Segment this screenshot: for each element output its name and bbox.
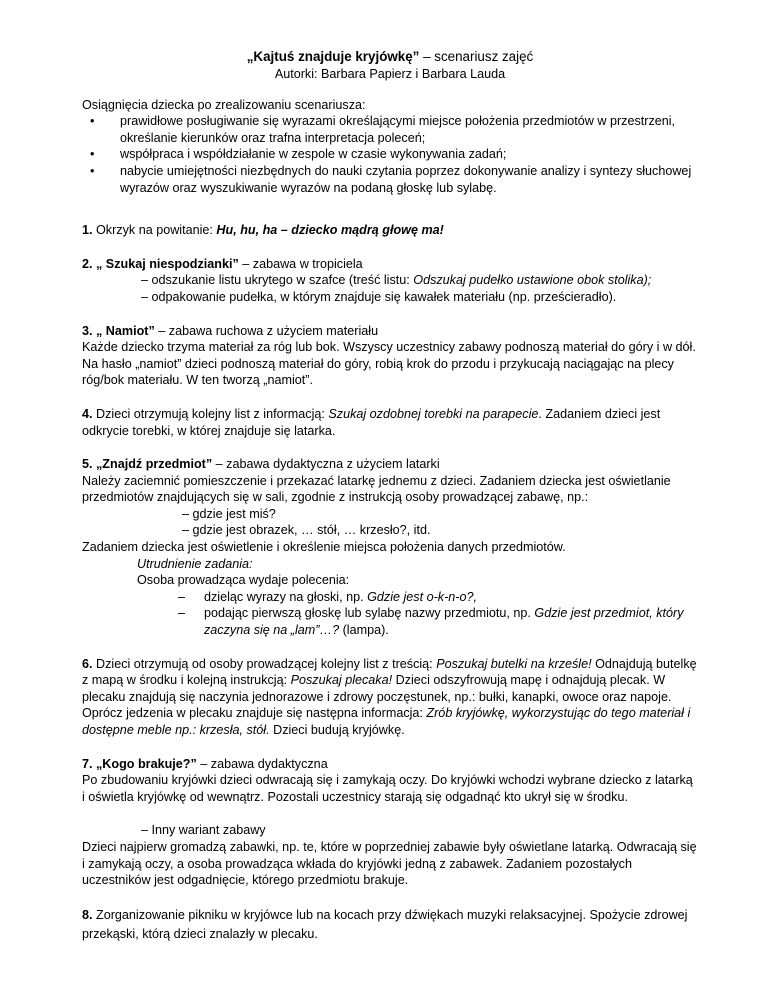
section-body: Po zbudowaniu kryjówki dzieci odwracają się i zamykają oczy. Do kryjówki wchodzi wybrane dziecko z latarką i oświetla kryjówkę od wewnątrz. Pozostali uczestnicy starają się odgadnąć kto ukrył się w środku. [82,773,693,804]
letter-content: Odszukaj pudełko ustawione obok stolika); [413,273,652,288]
instruction-example: Gdzie jest przedmiot, który zaczyna się na „lam”…? [204,606,684,638]
section-number: 1. [82,223,93,238]
section-5 [82,456,698,639]
instruction-text: podając pierwszą głoskę lub sylabę nazwy przedmiotu, np. [204,606,535,621]
instruction-answer: (lampa). [339,623,389,638]
section-text: Dzieci otrzymują od osoby prowadzącej kolejny list z treścią: [92,656,437,671]
letter-content: Zrób kryjówkę, wykorzystując do tego materiał i dostępne meble np.: krzesła, stół. [82,706,691,737]
section-body: Zadaniem dziecka jest oświetlenie i określenie miejsca położenia danych przedmiotów. [82,540,566,555]
section-7 [82,756,698,889]
section-text: Odnajdują butelkę z mapą w środku i kolejną instrukcją: [82,656,697,688]
game-name: „Znajdź przedmiot” [92,457,213,472]
section-text: Dzieci otrzymują kolejny list z informacją: [92,406,329,421]
game-name: „ Namiot” [92,323,155,338]
game-name: „ Szukaj niespodzianki” [92,256,239,271]
section-body: Dzieci najpierw gromadzą zabawki, np. te, które w poprzedniej zabawie były oświetlane latarką. Odwracają się i zamykają oczy, a osoba prowadząca wkłada do kryjówki jedną z zabawek. Zadaniem pozostałych uczestników jest odgadnięcie, którego przedmiotu brakuje. [82,839,697,888]
scenario-title-suffix: – scenariusz zajęć [419,49,534,64]
outcomes-list [82,113,698,196]
letter-content: Szukaj ozdobnej torebki na parapecie [328,406,539,421]
section-text: Zorganizowanie pikniku w kryjówce lub na kocach przy dźwiękach muzyki relaksacyjnej. Spożycie zdrowej przekąski, którą dzieci znalazły w plecaku. [82,907,688,941]
game-name: „Kogo brakuje?” [92,756,197,771]
document-body [82,48,698,944]
game-description: – zabawa dydaktyczna [196,756,328,771]
section-number: 2. [82,256,93,271]
section-text: Okrzyk na powitanie: [92,223,217,238]
scenario-title: „Kajtuś znajduje kryjówkę” [246,49,420,64]
document-title [82,48,698,66]
outcome-item: • nabycie umiejętności niezbędnych do nauki czytania poprzez dokonywanie analizy i syntezy słuchowej wyrazów oraz wyszukiwanie wyrazów na podaną głoskę lub sylabę. [82,163,698,196]
outcome-item: • prawidłowe posługiwanie się wyrazami określającymi miejsce położenia przedmiotów w przestrzeni, określanie kierunków oraz trafna interpretacja poleceń; [82,113,698,146]
section-4 [82,406,698,439]
section-number: 6. [82,656,93,671]
step-text: – odszukanie listu ukrytego w szafce (treść listu: [141,273,414,288]
instruction-list [82,589,698,639]
difficulty-heading: Utrudnienie zadania: [137,556,253,571]
example-question: – gdzie jest miś? [182,506,276,521]
section-number: 5. [82,457,93,472]
example-question: – gdzie jest obrazek, … stół, … krzesło?, itd. [182,523,431,538]
instruction-example: Gdzie jest o-k-n-o?, [367,589,477,604]
instruction-item: – dzieląc wyrazy na głoski, np. Gdzie jest o-k-n-o?, [178,589,477,604]
outcomes-heading: Osiągnięcia dziecka po zrealizowaniu scenariusza: [82,97,366,112]
game-description: – zabawa dydaktyczna z użyciem latarki [212,457,440,472]
section-3 [82,323,698,389]
section-6 [82,656,698,739]
letter-content: Poszukaj plecaka! [290,673,393,688]
step-text: – odpakowanie pudełka, w którym znajduje się kawałek materiału (np. prześcieradło). [141,289,617,304]
section-text: Dzieci budują kryjówkę. [269,723,405,737]
leader-instruction: Osoba prowadząca wydaje polecenia: [137,573,350,588]
section-1 [82,222,698,239]
variant-heading: – Inny wariant zabawy [141,823,266,838]
greeting-chant: Hu, hu, ha – dziecko mądrą głowę ma! [216,223,444,238]
game-description: – zabawa w tropiciela [238,256,363,271]
section-number: 8. [82,907,93,922]
section-text: Dzieci odszyfrowują mapę i odnajdują plecak. W plecaku znajdują się naczynia jednorazowe i zdrowy poczęstunek, np.: bułki, kanapki, owoce oraz napoje. Oprócz jedzenia w plecaku znajduje się następna informacja: [82,673,672,721]
section-number: 3. [82,323,93,338]
instruction-item: – podając pierwszą głoskę lub sylabę nazwy przedmiotu, np. Gdzie jest przedmiot, który zaczyna się na „lam”…? (lampa). [178,606,684,638]
letter-content: Poszukaj butelki na krześle! [436,656,592,671]
section-body: Każde dziecko trzyma materiał za róg lub bok. Wszyscy uczestnicy zabawy podnoszą materiał do góry i w dół. Na hasło „namiot” dzieci podnoszą materiał do góry, robią krok do przodu i przykucają naciągając na plecy róg/bok materiału. W ten tworzą „namiot”. [82,340,696,388]
section-2 [82,256,698,306]
section-body: Należy zaciemnić pomieszczenie i przekazać latarkę jednemu z dzieci. Zadaniem dziecka jest oświetlanie przedmiotów znajdujących się w sali, zgodnie z instrukcją osoby prowadzącej zabawę, np.: [82,473,671,505]
section-number: 4. [82,406,93,421]
instruction-text: dzieląc wyrazy na głoski, np. [204,589,368,604]
authors-line: Autorki: Barbara Papierz i Barbara Lauda [274,67,506,81]
game-description: – zabawa ruchowa z użyciem materiału [154,323,379,338]
section-8 [82,906,698,944]
outcome-item: • współpraca i współdziałanie w zespole w czasie wykonywania zadań; [82,146,698,163]
section-text: . Zadaniem dzieci jest odkrycie torebki, w której znajduje się latarka. [82,406,661,438]
section-number: 7. [82,756,93,771]
